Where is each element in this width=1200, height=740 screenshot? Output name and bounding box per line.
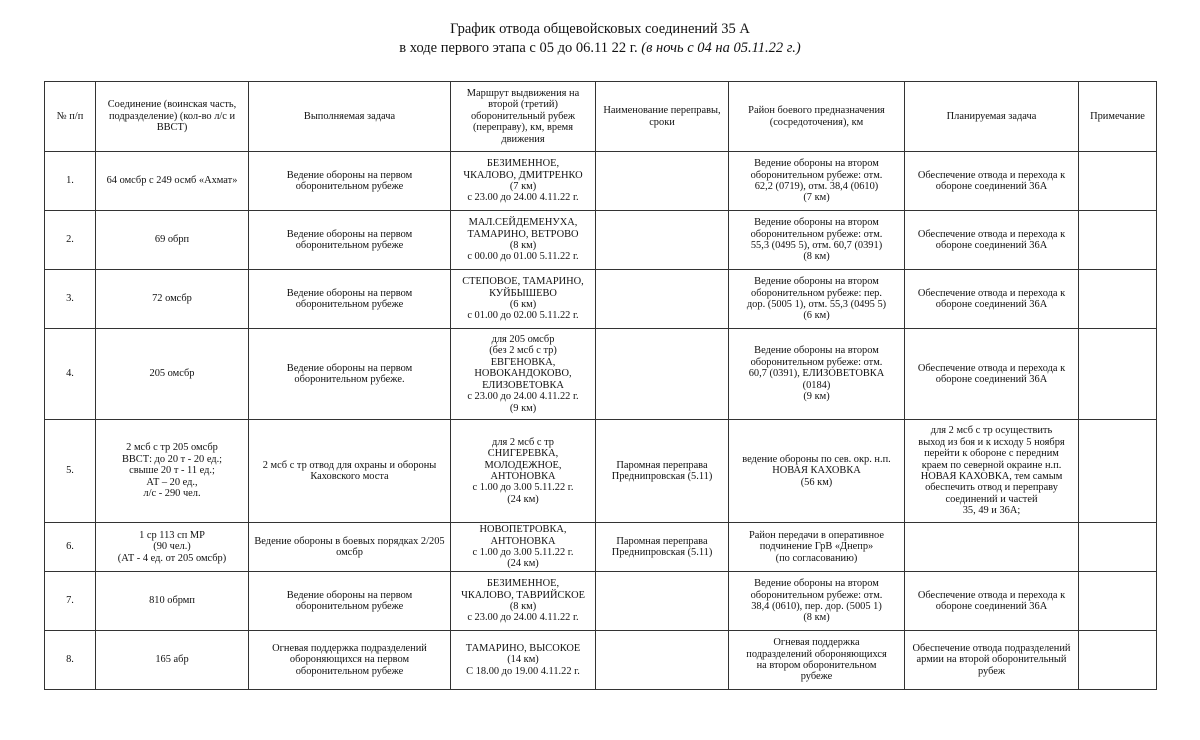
cell-route-line: (9 км) (509, 402, 537, 414)
cell-route-line: для 2 мсб с тр (492, 436, 554, 448)
cell-route-line: ЕВГЕНОВКА, (490, 356, 556, 368)
cell-route-line: МОЛОДЕЖНОЕ, (484, 459, 562, 471)
cell-area-line: оборонительном рубеже: отм. (750, 356, 883, 368)
cell-crossing (596, 572, 729, 631)
cell-route-line: (6 км) (509, 299, 537, 310)
table-row (45, 211, 1157, 270)
cell-planned: Обеспечение отвода подразделений армии на второй оборонительный рубеж (905, 631, 1079, 690)
cell-task: 2 мсб с тр отвод для охраны и обороны Каховского моста (249, 420, 451, 523)
cell-route-line: БЕЗИМЕННОЕ, (486, 158, 560, 170)
cell-area-line: (9 км) (803, 391, 830, 403)
cell-route (451, 152, 596, 211)
cell-task: Ведение обороны на первом оборонительном рубеже (249, 270, 451, 329)
cell-area-line: ведение обороны по сев. окр. н.п. (742, 453, 891, 465)
cell-route-line: ЧКАЛОВО, ДМИТРЕНКО (463, 169, 583, 181)
header-planned: Планируемая задача (905, 82, 1079, 152)
cell-crossing (596, 211, 729, 270)
header-crossing: Наименование переправы, сроки (596, 82, 729, 152)
cell-planned-line: выход из боя и к исходу 5 ноября (918, 436, 1065, 448)
cell-area-line: (8 км) (803, 612, 830, 624)
cell-crossing: Паромная переправа Преднипровская (5.11) (596, 420, 729, 523)
cell-num: 3. (45, 270, 96, 329)
cell-route (451, 270, 596, 329)
cell-area-line: Ведение обороны на втором (754, 345, 879, 357)
cell-route (451, 572, 596, 631)
cell-route-line: ЕЛИЗОВЕТОВКА (482, 379, 564, 391)
cell-unit-line: свыше 20 т - 11 ед.; (129, 465, 215, 477)
cell-num: 5. (45, 420, 96, 523)
cell-crossing (596, 631, 729, 690)
cell-route-line: с 1.00 до 3.00 5.11.22 г. (472, 547, 574, 558)
cell-area-line: (7 км) (803, 192, 830, 204)
cell-route-line: для 205 омсбр (491, 334, 555, 346)
cell-note (1079, 572, 1157, 631)
cell-area-line: 60,7 (0391), ЕЛИЗОВЕТОВКА (748, 368, 885, 380)
cell-route-line: КУЙБЫШЕВО (489, 287, 557, 299)
cell-area (729, 152, 905, 211)
cell-area-line: на втором оборонительном (756, 660, 877, 671)
cell-area-line: дор. (5005 1), отм. 55,3 (0495 5) (746, 299, 887, 310)
cell-route-line: С 18.00 до 19.00 4.11.22 г. (466, 665, 580, 677)
cell-area-line: рубеже (800, 671, 833, 683)
cell-planned: Обеспечение отвода и перехода к обороне соединений 36А (905, 270, 1079, 329)
cell-note (1079, 631, 1157, 690)
cell-area-line: оборонительном рубеже: отм. (750, 169, 883, 181)
cell-area-line: Район передачи в оперативное (749, 529, 884, 541)
cell-route-line: с 00.00 до 01.00 5.11.22 г. (467, 251, 579, 263)
cell-unit-line: ВВСТ: до 20 т - 20 ед.; (121, 453, 223, 465)
cell-route (451, 420, 596, 523)
cell-area-line: НОВАЯ КАХОВКА (772, 465, 861, 477)
table-row (45, 152, 1157, 211)
cell-route-line: АНТОНОВКА (490, 535, 556, 547)
header-num: № п/п (45, 82, 96, 152)
cell-area-line: оборонительном рубеже: отм. (750, 589, 883, 601)
cell-route-line: с 23.00 до 24.00 4.11.22 г. (467, 612, 579, 624)
cell-area-line: Ведение обороны на втором (754, 217, 879, 229)
cell-num: 2. (45, 211, 96, 270)
cell-route-line: с 23.00 до 24.00 4.11.22 г. (467, 192, 579, 204)
cell-task: Ведение обороны в боевых порядках 2/205 омсбр (249, 523, 451, 572)
cell-unit: 165 абр (96, 631, 249, 690)
table-row (45, 572, 1157, 631)
cell-area (729, 523, 905, 572)
cell-area-line: (8 км) (803, 251, 830, 263)
cell-route-line: ТАМАРИНО, ВЕТРОВО (467, 228, 579, 240)
header-task: Выполняемая задача (249, 82, 451, 152)
cell-crossing (596, 270, 729, 329)
cell-unit: 64 омсбр с 249 осмб «Ахмат» (96, 152, 249, 211)
cell-route-line: с 23.00 до 24.00 4.11.22 г. (467, 391, 579, 403)
header-unit: Соединение (воинская часть, подразделение) (кол-во л/с и ВВСТ) (96, 82, 249, 152)
header-route: Маршрут выдвижения на второй (третий) оборонительный рубеж (переправу), км, время движения (451, 82, 596, 152)
header-note: Примечание (1079, 82, 1157, 152)
cell-route-line: НОВОКАНДОКОВО, (474, 368, 572, 380)
cell-route-line: МАЛ.СЕЙДЕМЕНУХА, (468, 217, 578, 229)
cell-note (1079, 329, 1157, 420)
cell-task: Ведение обороны на первом оборонительном рубеже. (249, 329, 451, 420)
cell-route-line: ТАМАРИНО, ВЫСОКОЕ (465, 642, 581, 654)
cell-route-line: ЧКАЛОВО, ТАВРИЙСКОЕ (461, 589, 585, 601)
table-row (45, 523, 1157, 572)
cell-route-line: (без 2 мсб с тр) (489, 345, 557, 357)
cell-route-line: СНИГЕРЕВКА, (487, 448, 559, 460)
cell-crossing (596, 329, 729, 420)
cell-area (729, 211, 905, 270)
cell-unit-line: (АТ - 4 ед. от 205 омсбр) (117, 552, 227, 564)
title-line-2-italic: (в ночь с 04 на 05.11.22 г.) (641, 40, 801, 56)
cell-note (1079, 523, 1157, 572)
cell-planned-line: перейти к обороне с передним (924, 448, 1059, 460)
cell-area-line: оборонительном рубеже: пер. (751, 287, 882, 299)
cell-route-line: (24 км) (507, 558, 539, 570)
cell-route (451, 329, 596, 420)
cell-num: 1. (45, 152, 96, 211)
cell-note (1079, 211, 1157, 270)
cell-unit: 810 обрмп (96, 572, 249, 631)
title-line-2-main: в ходе первого этапа с 05 до 06.11 22 г. (399, 40, 638, 56)
cell-area-line: (56 км) (800, 476, 833, 488)
cell-planned-line: обеспечить отвод и переправу (925, 482, 1058, 494)
document-title (0, 20, 1200, 58)
cell-planned-line: соединений и частей (945, 493, 1038, 505)
cell-area-line: Ведение обороны на втором (754, 578, 879, 590)
table-row (45, 420, 1157, 523)
cell-area-line: Ведение обороны на втором (754, 276, 879, 288)
cell-route (451, 211, 596, 270)
cell-unit-line: (90 чел.) (153, 541, 191, 553)
cell-num: 6. (45, 523, 96, 572)
cell-num: 8. (45, 631, 96, 690)
cell-area-line: оборонительном рубеже: отм. (750, 228, 883, 240)
cell-area-line: (0184) (802, 379, 831, 391)
cell-planned-line: 35, 49 и 36А; (962, 505, 1021, 517)
cell-route-line: СТЕПОВОЕ, ТАМАРИНО, (462, 276, 584, 288)
cell-task: Ведение обороны на первом оборонительном рубеже (249, 211, 451, 270)
cell-unit: 69 обрп (96, 211, 249, 270)
table-row (45, 270, 1157, 329)
table-body (45, 152, 1157, 690)
cell-planned (905, 420, 1079, 523)
cell-area-line: Огневая поддержка (773, 637, 860, 649)
cell-note (1079, 420, 1157, 523)
cell-area-line: (6 км) (803, 310, 830, 322)
cell-area-line: Ведение обороны на втором (754, 158, 879, 170)
cell-route-line: (8 км) (509, 240, 537, 251)
cell-area (729, 572, 905, 631)
cell-unit-line: АТ – 20 ед., (146, 476, 198, 488)
cell-unit-line: л/с - 290 чел. (143, 488, 201, 500)
cell-planned: Обеспечение отвода и перехода к обороне соединений 36А (905, 152, 1079, 211)
withdrawal-schedule-table (44, 81, 1157, 690)
cell-route-line: (14 км) (507, 654, 539, 666)
cell-num: 7. (45, 572, 96, 631)
cell-area-line: 62,2 (0719), отм. 38,4 (0610) (754, 181, 879, 192)
cell-route-line: АНТОНОВКА (490, 471, 556, 482)
cell-unit: 72 омсбр (96, 270, 249, 329)
cell-unit (96, 523, 249, 572)
cell-area-line: (по согласованию) (775, 552, 858, 564)
cell-note (1079, 152, 1157, 211)
cell-planned: Обеспечение отвода и перехода к обороне соединений 36А (905, 211, 1079, 270)
cell-crossing: Паромная переправа Преднипровская (5.11) (596, 523, 729, 572)
cell-route (451, 523, 596, 572)
cell-planned: Обеспечение отвода и перехода к обороне соединений 36А (905, 572, 1079, 631)
cell-route-line: (24 км) (507, 493, 539, 505)
cell-route-line: БЕЗИМЕННОЕ, (486, 578, 560, 590)
cell-route (451, 631, 596, 690)
cell-route-line: с 1.00 до 3.00 5.11.22 г. (472, 482, 574, 494)
cell-area (729, 329, 905, 420)
table-row (45, 631, 1157, 690)
cell-planned-line: НОВАЯ КАХОВКА, тем самым (920, 471, 1063, 482)
cell-task: Ведение обороны на первом оборонительном рубеже (249, 152, 451, 211)
header-row (45, 82, 1157, 152)
cell-num: 4. (45, 329, 96, 420)
title-line-1: График отвода общевойсковых соединений 35 А (450, 21, 750, 37)
cell-area-line: 38,4 (0610), пер. дор. (5005 1) (751, 601, 882, 612)
cell-crossing (596, 152, 729, 211)
cell-route-line: НОВОПЕТРОВКА, (479, 524, 567, 536)
cell-planned-line: для 2 мсб с тр осуществить (930, 425, 1053, 437)
cell-unit: 205 омсбр (96, 329, 249, 420)
cell-area (729, 270, 905, 329)
cell-area-line: 55,3 (0495 5), отм. 60,7 (0391) (750, 240, 883, 251)
cell-planned (905, 523, 1079, 572)
cell-area (729, 631, 905, 690)
cell-planned: Обеспечение отвода и перехода к обороне соединений 36А (905, 329, 1079, 420)
cell-unit (96, 420, 249, 523)
cell-unit-line: 2 мсб с тр 205 омсбр (126, 442, 218, 454)
cell-task: Огневая поддержка подразделений обороняющихся на первом оборонительном рубеже (249, 631, 451, 690)
cell-route-line: (8 км) (509, 601, 537, 612)
table-row (45, 329, 1157, 420)
cell-planned-line: краем по северной окраине н.п. (921, 459, 1062, 471)
cell-area (729, 420, 905, 523)
cell-task: Ведение обороны на первом оборонительном рубеже (249, 572, 451, 631)
header-area: Район боевого предназначения (сосредоточения), км (729, 82, 905, 152)
cell-route-line: (7 км) (509, 181, 537, 192)
cell-unit-line: 1 ср 113 сп МР (139, 529, 205, 541)
cell-area-line: подразделений обороняющихся (746, 648, 887, 660)
cell-note (1079, 270, 1157, 329)
cell-route-line: с 01.00 до 02.00 5.11.22 г. (467, 310, 579, 322)
title-line-2 (0, 39, 1200, 58)
cell-area-line: подчинение ГрВ «Днепр» (759, 541, 874, 553)
